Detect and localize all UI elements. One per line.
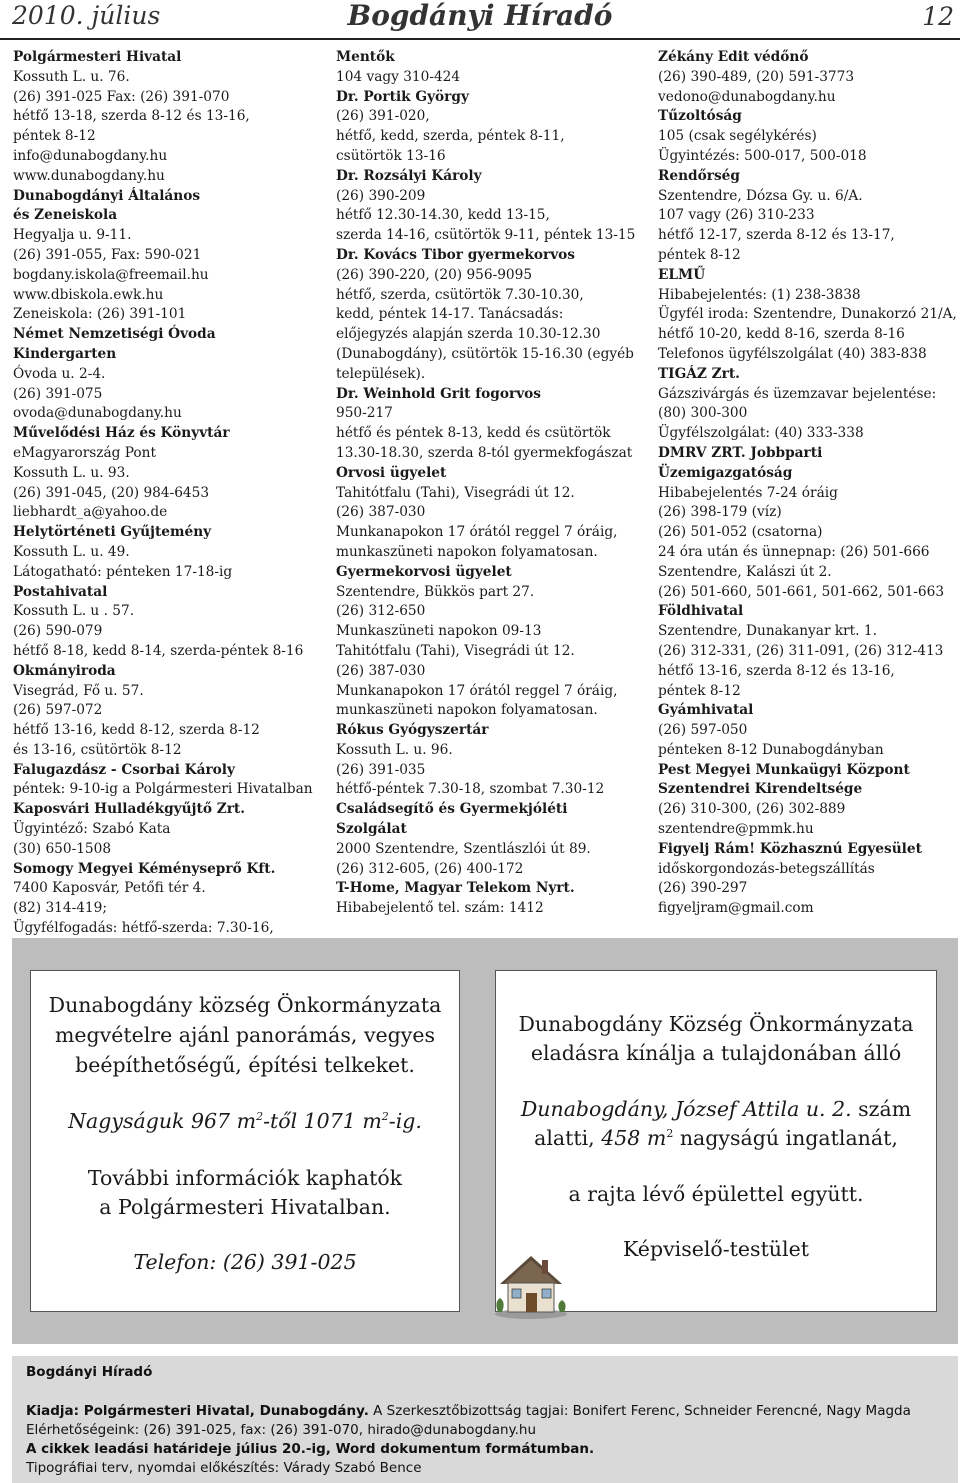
directory-heading: Falugazdász - Csorbai Károly [13, 761, 235, 778]
directory-line: és 13-16, csütörtök 8-12 [13, 741, 182, 758]
directory-heading: Somogy Megyei Kéményseprő Kft. [13, 860, 276, 877]
directory-line: www.dbiskola.ewk.hu [13, 286, 164, 303]
directory-column-1 [13, 48, 328, 959]
directory-line: munkaszüneti napokon folyamatosan. [336, 702, 598, 719]
directory-line: Tahitótfalu (Tahi), Visegrádi út 12. [336, 484, 575, 501]
directory-line: (26) 387-030 [336, 504, 426, 521]
directory-heading: Kaposvári Hulladékgyűjtő Zrt. [13, 801, 246, 818]
directory-line: 13.30-18.30, szerda 8-tól gyermekfogászat [336, 444, 633, 461]
directory-line: szerda 14-16, csütörtök 9-11, péntek 13-15 [336, 227, 636, 244]
directory-line: péntek 8-12 [13, 128, 96, 145]
directory-heading: Orvosi ügyelet [336, 464, 447, 481]
directory-line: (26) 312-331, (26) 311-091, (26) 312-413 [658, 642, 944, 659]
directory-heading: Dr. Weinhold Grit fogorvos [336, 385, 541, 402]
directory-heading: Német Nemzetiségi Óvoda [13, 326, 216, 343]
imprint-publisher [26, 1403, 911, 1419]
directory-heading: Dr. Rozsályi Károly [336, 167, 482, 184]
directory-line: 105 (csak segélykérés) [658, 128, 817, 145]
plot-size-text: Nagyságuk 967 m [68, 1109, 257, 1133]
directory-line: Kossuth L. u. 49. [13, 543, 130, 560]
directory-line: hétfő 13-16, szerda 8-12 és 13-16, [658, 662, 895, 679]
plot-size-text: -ig. [388, 1109, 422, 1133]
directory-line: hétfő 12.30-14.30, kedd 13-15, [336, 207, 550, 224]
directory-heading: Művelődési Ház és Könyvtár [13, 425, 230, 442]
directory-heading: Postahivatal [13, 583, 108, 600]
directory-heading: TIGÁZ Zrt. [658, 365, 740, 382]
directory-line: péntek: 9-10-ig a Polgármesteri Hivatalban [13, 781, 313, 798]
directory-heading: Zékány Edit védőnő [658, 49, 809, 65]
directory-heading: Pest Megyei Munkaügyi Központ [658, 761, 910, 778]
area-text: nagyságú ingatlanát, [673, 1126, 898, 1150]
directory-line: (26) 390-297 [658, 880, 748, 897]
directory-line: www.dunabogdany.hu [13, 167, 165, 184]
directory-line: Hibabejelentő tel. szám: 1412 [336, 900, 544, 917]
superscript: 2 [381, 1110, 389, 1124]
directory-heading: Mentők [336, 49, 395, 65]
directory-line: Telefonos ügyfélszolgálat (40) 383-838 [658, 345, 927, 362]
directory-heading: Dunabogdányi Általános [13, 187, 201, 204]
directory-line: Ügyfél iroda: Szentendre, Dunakorzó 21/A, [658, 306, 957, 323]
directory-line: (30) 650-1508 [13, 840, 112, 857]
directory-line: (26) 597-072 [13, 702, 103, 719]
ad-line: megvételre ajánl panorámás, vegyes [54, 1023, 436, 1047]
area-line [496, 1126, 936, 1150]
directory-line: Ügyintézés: 500-017, 500-018 [658, 147, 867, 164]
directory-line: kedd, péntek 14-17. Tanácsadás: [336, 306, 564, 323]
directory-line: (26) 391-055, Fax: 590-021 [13, 246, 202, 263]
imprint-contacts: Elérhetőségeink: (26) 391-025, fax: (26) 391-070, hirado@dunabogdany.hu [26, 1422, 537, 1438]
directory-heading: Rendőrség [658, 167, 740, 184]
area-value: 458 m [601, 1126, 667, 1150]
directory-line: bogdany.iskola@freemail.hu [13, 266, 209, 283]
address-text: Dunabogdány, József Attila u. 2. [520, 1097, 852, 1121]
directory-line: szentendre@pmmk.hu [658, 821, 814, 838]
directory-line: hétfő 10-20, kedd 8-16, szerda 8-16 [658, 326, 905, 343]
directory-heading: Tűzoltóság [658, 108, 742, 125]
plot-size-line [31, 1109, 459, 1133]
directory-heading: T-Home, Magyar Telekom Nyrt. [336, 880, 575, 897]
directory-line: Kossuth L. u. 93. [13, 464, 130, 481]
directory-line: (Dunabogdány), csütörtök 15-16.30 (egyéb [336, 345, 634, 362]
directory-line: Munkanapokon 17 órától reggel 7 óráig, [336, 524, 618, 541]
directory-line: (26) 597-050 [658, 722, 748, 739]
directory-line: Ügyfélfogadás: hétfő-szerda: 7.30-16, [13, 920, 274, 937]
directory-line: (26) 398-179 (víz) [658, 504, 782, 521]
directory-line: Kossuth L. u . 57. [13, 603, 135, 620]
directory-line: Szentendre, Bükkös part 27. [336, 583, 535, 600]
directory-line: Hegyalja u. 9-11. [13, 227, 132, 244]
directory-heading: Szolgálat [336, 821, 407, 838]
directory-line: (26) 390-220, (20) 956-9095 [336, 266, 533, 283]
directory-heading: ELMŰ [658, 266, 706, 283]
ad-line: eladásra kínálja a tulajdonában álló [530, 1041, 902, 1065]
superscript: 2 [256, 1110, 264, 1124]
directory-heading: Gyermekorvosi ügyelet [336, 563, 512, 580]
directory-line: liebhardt_a@yahoo.de [13, 504, 168, 521]
directory-line: Gázszivárgás és üzemzavar bejelentése: [658, 385, 937, 402]
imprint-title: Bogdányi Híradó [26, 1364, 153, 1380]
directory-line: Munkanapokon 17 órától reggel 7 óráig, [336, 682, 618, 699]
directory-line: figyeljram@gmail.com [658, 900, 814, 917]
directory-line: hétfő 12-17, szerda 8-12 és 13-17, [658, 227, 895, 244]
house-illustration [490, 1246, 572, 1320]
directory-heading: Családsegítő és Gyermekjóléti [336, 801, 568, 818]
superscript: 2 [666, 1127, 674, 1141]
directory-line: 107 vagy (26) 310-233 [658, 207, 815, 224]
newspaper-title: Bogdányi Híradó [347, 0, 613, 32]
directory-line: 2000 Szentendre, Szentlászlói út 89. [336, 840, 591, 857]
directory-line: Ügyfélszolgálat: (40) 333-338 [658, 425, 864, 442]
ad-line: Dunabogdány Község Önkormányzata [518, 1012, 914, 1036]
directory-line: Munkaszüneti napokon 09-13 [336, 623, 542, 640]
directory-line: hétfő 13-16, kedd 8-12, szerda 8-12 [13, 722, 260, 739]
directory-heading: Üzemigazgatóság [658, 464, 793, 481]
directory-line: (80) 300-300 [658, 405, 748, 422]
directory-line: előjegyzés alapján szerda 10.30-12.30 [336, 326, 601, 343]
address-suffix: szám [851, 1097, 912, 1121]
directory-line: Ügyintéző: Szabó Kata [13, 821, 171, 838]
directory-line: eMagyarország Pont [13, 444, 156, 461]
directory-line: Látogatható: pénteken 17-18-ig [13, 563, 233, 580]
directory-line: (26) 391-035 [336, 761, 426, 778]
directory-heading: Kindergarten [13, 345, 117, 362]
directory-line: Kossuth L. u. 96. [336, 741, 453, 758]
directory-line: Óvoda u. 2-4. [13, 365, 106, 382]
area-text: alatti, [534, 1126, 602, 1150]
imprint-design: Tipográfiai terv, nyomdai előkészítés: Várady Szabó Bence [26, 1460, 422, 1476]
directory-line: pénteken 8-12 Dunabogdányban [658, 741, 884, 758]
directory-line: 7400 Kaposvár, Petőfi tér 4. [13, 880, 206, 897]
directory-line: Kossuth L. u. 76. [13, 68, 130, 85]
directory-line: Szentendre, Kalászi út 2. [658, 563, 832, 580]
directory-heading: Figyelj Rám! Közhasznú Egyesület [658, 840, 922, 857]
signature-line: Képviselő-testület [623, 1237, 809, 1261]
address-line [496, 1097, 936, 1121]
directory-line: (26) 310-300, (26) 302-889 [658, 801, 846, 818]
ad-line: Dunabogdány község Önkormányzata [48, 993, 442, 1017]
directory-line: hétfő, kedd, szerda, péntek 8-11, [336, 128, 565, 145]
directory-heading: Polgármesteri Hivatal [13, 49, 182, 65]
directory-line: péntek 8-12 [658, 682, 741, 699]
directory-line: Szentendre, Dózsa Gy. u. 6/A. [658, 187, 863, 204]
directory-line: 950-217 [336, 405, 393, 422]
directory-line: hétfő 8-18, kedd 8-14, szerda-péntek 8-16 [13, 642, 304, 659]
plot-sale-ad [30, 970, 460, 1312]
directory-heading: Gyámhivatal [658, 702, 754, 719]
directory-line: hétfő-péntek 7.30-18, szombat 7.30-12 [336, 781, 605, 798]
directory-line: Hibabejelentés 7-24 óráig [658, 484, 838, 501]
imprint-deadline: A cikkek leadási határideje július 20.-ig, Word dokumentum formátumban. [26, 1441, 595, 1457]
ad-line: a Polgármesteri Hivatalban. [99, 1195, 391, 1219]
directory-line: időskorgondozás-betegszállítás [658, 860, 875, 877]
directory-heading: és Zeneiskola [13, 207, 118, 224]
directory-line: 24 óra után és ünnepnap: (26) 501-666 [658, 543, 930, 560]
directory-heading: Helytörténeti Gyűjtemény [13, 524, 212, 541]
directory-line: (26) 501-052 (csatorna) [658, 524, 823, 541]
page-number: 12 [922, 2, 954, 31]
directory-line: (26) 390-209 [336, 187, 426, 204]
directory-line: Visegrád, Fő u. 57. [13, 682, 144, 699]
directory-line: (26) 391-075 [13, 385, 103, 402]
directory-line: hétfő és péntek 8-13, kedd és csütörtök [336, 425, 611, 442]
editorial-board: A Szerkesztőbizottság tagjai: Bonifert Ferenc, Schneider Ferencné, Nagy Magda [368, 1403, 911, 1419]
directory-heading: DMRV ZRT. Jobbparti [658, 444, 823, 461]
directory-line: ovoda@dunabogdany.hu [13, 405, 182, 422]
directory-heading: Okmányiroda [13, 662, 116, 679]
directory-line: (26) 390-489, (20) 591-3773 [658, 68, 855, 85]
directory-heading: Rókus Gyógyszertár [336, 722, 489, 739]
issue-date: 2010. július [12, 1, 161, 30]
directory-line: Tahitótfalu (Tahi), Visegrádi út 12. [336, 642, 575, 659]
directory-heading: Dr. Portik György [336, 88, 469, 105]
directory-line: vedono@dunabogdany.hu [658, 88, 836, 105]
directory-line: (26) 387-030 [336, 662, 426, 679]
directory-line: (26) 391-045, (20) 984-6453 [13, 484, 210, 501]
directory-line: (26) 312-650 [336, 603, 426, 620]
directory-heading: Dr. Kovács Tibor gyermekorvos [336, 246, 576, 263]
directory-line: 104 vagy 310-424 [336, 68, 461, 85]
directory-line: (26) 501-660, 501-661, 501-662, 501-663 [658, 583, 945, 600]
directory-heading: Szentendrei Kirendeltsége [658, 781, 863, 798]
directory-line: Zeneiskola: (26) 391-101 [13, 306, 187, 323]
ad-line: További információk kaphatók [87, 1166, 403, 1190]
directory-line: hétfő, szerda, csütörtök 7.30-10.30, [336, 286, 584, 303]
publisher-label: Kiadja: Polgármesteri Hivatal, Dunabogdány. [26, 1403, 369, 1419]
plot-size-text: -től 1071 m [263, 1109, 382, 1133]
directory-line: péntek 8-12 [658, 246, 741, 263]
directory-line: csütörtök 13-16 [336, 147, 446, 164]
directory-line: (26) 391-020, [336, 108, 430, 125]
directory-heading: Földhivatal [658, 603, 744, 620]
directory-line: (26) 312-605, (26) 400-172 [336, 860, 524, 877]
directory-line: települések). [336, 365, 426, 382]
ad-line: beépíthetőségű, építési telkeket. [75, 1053, 415, 1077]
ad-line: a rajta lévő épülettel együtt. [568, 1182, 864, 1206]
directory-line: munkaszüneti napokon folyamatosan. [336, 543, 598, 560]
directory-line: hétfő 13-18, szerda 8-12 és 13-16, [13, 108, 250, 125]
directory-column-2 [336, 48, 654, 919]
directory-line: Szentendre, Dunakanyar krt. 1. [658, 623, 877, 640]
page-header [0, 0, 960, 40]
directory-line: info@dunabogdany.hu [13, 147, 168, 164]
imprint-box [12, 1356, 958, 1483]
directory-line: (26) 590-079 [13, 623, 103, 640]
directory-line: Hibabejelentés: (1) 238-3838 [658, 286, 861, 303]
phone-line: Telefon: (26) 391-025 [133, 1250, 357, 1274]
directory-line: (26) 391-025 Fax: (26) 391-070 [13, 88, 230, 105]
directory-column-3 [658, 48, 960, 919]
directory-line: (82) 314-419; [13, 900, 107, 917]
